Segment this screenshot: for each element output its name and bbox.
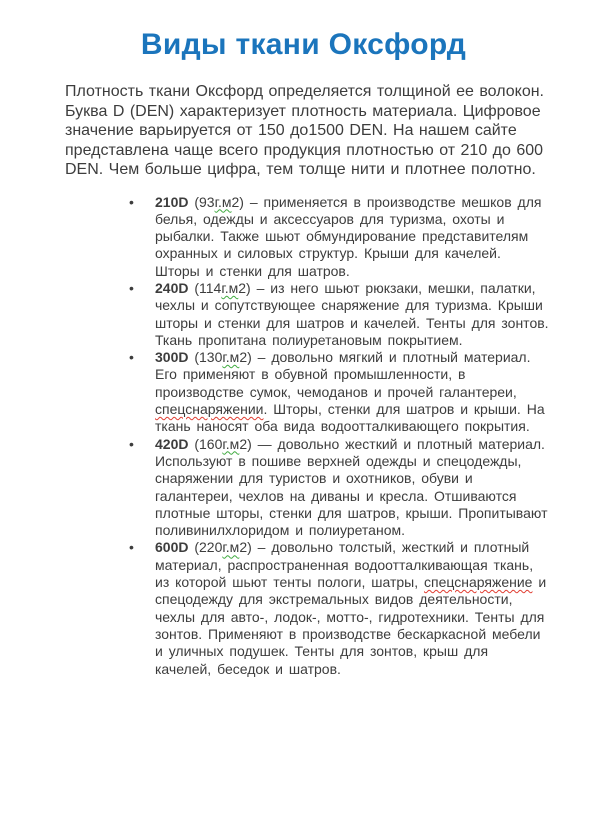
- item-text: 2) – из него шьют рюкзаки, мешки, палатки, чехлы и сопутствующее снаряжение для туризма. Крыши шторы и стенки для шатров и качелей. Тенты для зонтов. Ткань пропитана полиуретановым покрытием.: [155, 279, 549, 348]
- spellcheck-underline-word: спецснаряжении: [155, 401, 264, 418]
- item-text: (93: [188, 193, 215, 210]
- item-text: и спецодежду для экстремальных видов деятельности, чехлы для авто-, лодок-, мотто-, гидротехники. Тенты для зонтов. Применяют в производстве бескаркасной мебели и уличных подушек. Тенты для зонтов, крыш для качелей, беседок и шатров.: [155, 574, 547, 677]
- item-text: (160: [188, 435, 223, 452]
- item-text: (114: [188, 279, 222, 296]
- grammar-underline-fragment: г.м: [221, 279, 239, 296]
- fabric-density-item: [155, 280, 549, 349]
- grammar-underline-fragment: г.м: [214, 193, 232, 210]
- density-label: 300D: [155, 349, 189, 366]
- item-text: 2) – применяется в производстве мешков для белья, одежды и аксессуаров для туризма, охоты и рыбалки. Также шьют обмундирование представителям охранных и силовых структур. Крыши для качелей. Шторы и стенки для шатров.: [155, 193, 542, 279]
- item-text: 2) – довольно толстый, жесткий и плотный материал, распространенная водоотталкивающая ткань, из которой шьют тенты пологи, шатры,: [155, 539, 534, 591]
- density-label: 600D: [155, 539, 189, 556]
- fabric-density-item: [155, 194, 549, 280]
- grammar-underline-fragment: г.м: [222, 435, 240, 452]
- density-label: 240D: [155, 279, 189, 296]
- fabric-density-item: [155, 436, 549, 540]
- spellcheck-underline-word: спецснаряжение: [424, 574, 533, 591]
- density-label: 420D: [155, 435, 189, 452]
- fabric-density-item: [155, 349, 549, 435]
- item-text: . Шторы, стенки для шатров и крыши. На ткань наносят оба вида водоотталкивающего покрытия.: [155, 401, 545, 435]
- fabric-density-item: [155, 539, 549, 677]
- density-label: 210D: [155, 193, 189, 210]
- item-text: (220: [188, 539, 223, 556]
- fabric-density-list: [0, 194, 607, 678]
- intro-paragraph: Плотность ткани Оксфорд определяется толщиной ее волокон. Буква D (DEN) характеризует плотность материала. Цифровое значение варьируется от 150 до1500 DEN. На нашем сайте представлена чаще всего продукция плотностью от 210 до 600 DEN. Чем больше цифра, тем толще нити и плотнее полотно.: [65, 83, 544, 178]
- page-title: Виды ткани Оксфорд: [140, 28, 467, 61]
- item-text: 2) — довольно жесткий и плотный материал. Используют в пошиве верхней одежды и спецодежды, снаряжении для туристов и охотников, обуви и галантереи, чехлов на диваны и кресла. Отшиваются плотные шторы, стенки для шатров, крыши. Пропитывают поливинилхлоридом и полиуретаном.: [155, 435, 548, 539]
- item-text: 2) – довольно мягкий и плотный материал. Его применяют в обувной промышленности, в производстве сумок, чемоданов и прочей галантереи,: [155, 349, 531, 400]
- grammar-underline-fragment: г.м: [222, 539, 240, 556]
- grammar-underline-fragment: г.м: [222, 349, 240, 366]
- item-text: (130: [188, 349, 223, 366]
- document-page: [0, 28, 607, 813]
